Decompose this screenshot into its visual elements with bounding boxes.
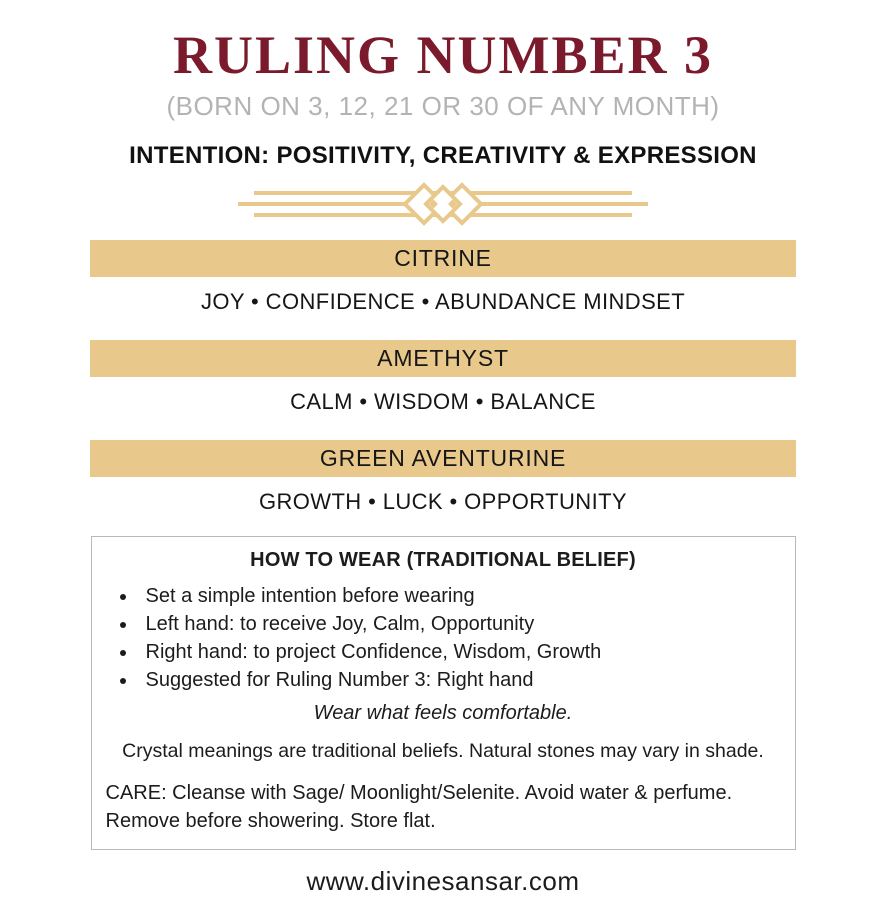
crystal-name: GREEN AVENTURINE xyxy=(319,445,567,472)
crystal-traits-citrine: JOY • CONFIDENCE • ABUNDANCE MINDSET xyxy=(200,289,686,315)
how-to-wear-box xyxy=(91,536,796,850)
footer-website: www.divinesansar.com xyxy=(306,866,580,897)
list-item: • Set a simple intention before wearing xyxy=(138,582,781,610)
page-title: RULING NUMBER 3 xyxy=(172,25,714,85)
crystal-name: CITRINE xyxy=(394,245,492,272)
crystal-banner-green-aventurine xyxy=(90,440,796,477)
disclaimer-text: Crystal meanings are traditional beliefs. Natural stones may vary in shade. xyxy=(122,740,764,763)
diamond-divider-icon xyxy=(238,182,648,226)
care-instructions: CARE: Cleanse with Sage/ Moonlight/Selenite. Avoid water & perfume. Remove before showering. Store flat. xyxy=(105,782,733,833)
how-to-wear-heading: HOW TO WEAR (TRADITIONAL BELIEF) xyxy=(250,549,636,572)
crystal-name: AMETHYST xyxy=(377,345,509,372)
crystal-banner-amethyst xyxy=(90,340,796,377)
crystal-traits-green-aventurine: GROWTH • LUCK • OPPORTUNITY xyxy=(258,489,628,515)
comfort-note: Wear what feels comfortable. xyxy=(313,702,573,725)
how-to-wear-list xyxy=(106,582,781,694)
intention-line: INTENTION: POSITIVITY, CREATIVITY & EXPRESSION xyxy=(129,142,757,170)
birth-dates-subtitle: (BORN ON 3, 12, 21 OR 30 OF ANY MONTH) xyxy=(166,91,720,122)
crystal-banner-citrine xyxy=(90,240,796,277)
list-item: • Suggested for Ruling Number 3: Right hand xyxy=(138,666,781,694)
list-item: • Right hand: to project Confidence, Wisdom, Growth xyxy=(138,638,781,666)
crystal-traits-amethyst: CALM • WISDOM • BALANCE xyxy=(290,389,596,415)
list-item: • Left hand: to receive Joy, Calm, Opportunity xyxy=(138,610,781,638)
